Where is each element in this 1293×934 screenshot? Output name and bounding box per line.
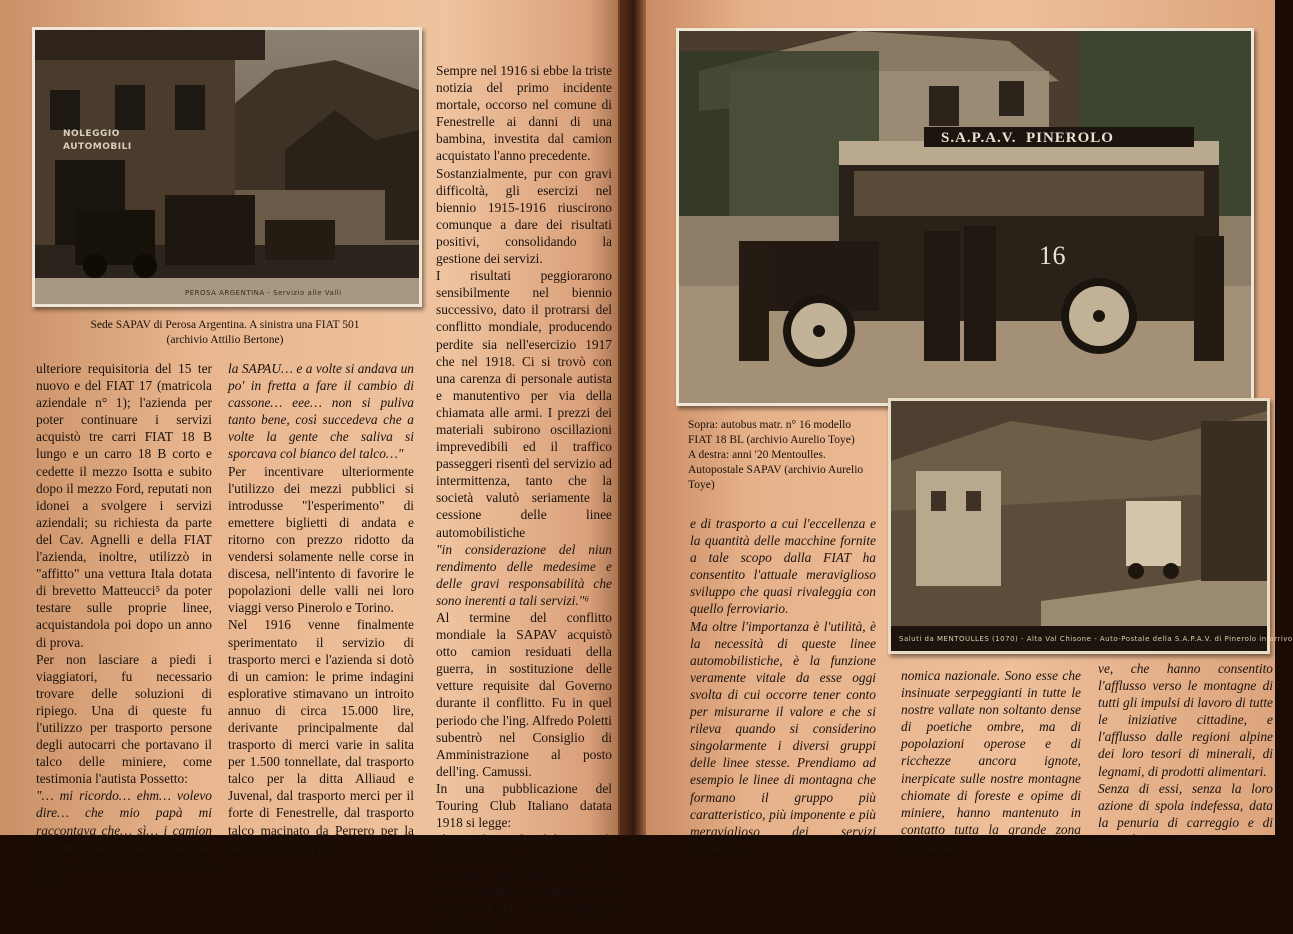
right-column-a: e di trasporto a cui l'eccellenza e la quantità delle macchine fornite a tale scopo dalla FIAT ha consentito l'attuale meraviglioso sviluppo che quasi rivaleggia con quello ferroviario. Ma oltre l'importanza è l'utilità, è la necessità di queste linee automobilistiche, è la funzione veramente vitale da esse oggi svolta di cui occorre tener conto per misurarne il valore e che si rileva quando si considerino singolarmente i diversi gruppi delle linee stesse. Prendiamo ad esempio le linee di montagna che formano il gruppo più caratteristico, più imponente e più meraviglioso dei servizi automobi- [690,516,876,856]
paragraph: In una pubblicazione del Touring Club Italiano datata 1918 si legge: [436,780,612,831]
quote-possetto: "… mi ricordo… ehm… volevo dire… che mio papà mi raccontava che… sì… i camion Ceirano con le gume piene che nella settimana portavano la Talco [36,788,212,889]
quote-touring-2: "le migliaia di chilometri di strade italiane, su cui si estende la rete automobilistica dei servizi pubblici compiuti con veicoli FIAT e il numero rilevante di [436,832,612,933]
paragraph: Per incentivare ulteriormente l'utilizzo dei mezzi pubblici si introdusse "l'esperimento" di emettere biglietti di andata e ritorno con prezzo ridotto da vendersi solamente nelle corse in discesa, nell'intento di favorire le popolazioni delle valli nei loro viaggi verso Pinerolo e Torino. [228,463,414,616]
paragraph: Al termine del conflitto mondiale la SAPAV acquistò otto camion residuati della guerra, in sostituzione delle vetture requisite dal Governo durante il conflitto. Fu in quel periodo che l'ing. Alfredo Poletti subentrò nel Consiglio di Amministrazione al posto dell'ing. Camussi. [436,610,612,779]
text-column-2 [228,360,414,855]
paragraph: Per non lasciare a piedi i viaggiatori, fu necessario trovare delle soluzioni di ripiego. Una di queste fu l'utilizzo per trasporto persone degli autocarri che portavano il talco delle miniere, come testimonia l'autista Possetto: [36,651,212,787]
right-page [618,0,1293,856]
bus-roof-sign: S.A.P.A.V. PINEROLO [941,130,1114,146]
paragraph: I risultati peggiorarono sensibilmente nel biennio successivo, dato il protrarsi del conflitto mondiale, producendo perdite sia nell'esercizio 1917 che nel 1918. Ci si trovò con una carenza di personale autista e manutentivo per via della chiamata alle armi. I prezzi dei materiali subirono oscillazioni imprevedibili ed il traffico passeggeri risentì del servizio ad intermittenza, tanto che la società valutò seriamente la cessione delle linee automobilistiche [436,268,612,540]
bus-photo [676,28,1254,406]
caption-above: Sopra: autobus matr. n° 16 modello FIAT 18 BL (archivio Aurelio Toye) [688,419,855,446]
paragraph: ulteriore requisitoria del 15 ter nuovo e del FIAT 17 (matricola aziendale n° 1); l'azienda per poter continuare i servizi acquistò tre carri FIAT 18 B lungo e un carro 18 B corto e cedette il mezzo Isotta e subito dopo il mezzo Ford, reputati non idonei a svolgere i servizi aziendali; su richiesta da parte del Cav. Agnelli e della FIAT l'azienda, inoltre, utilizzò in "affitto" una vettura Itala dotata di brevetto Matteucci⁵ da poter testare sulle proprie linee, acquistandola poi dopo un anno di prova. [36,361,212,650]
text-column-3 [436,62,612,933]
right-column-b: nomica nazionale. Sono esse che insinuate serpeggianti in tutte le nostre vallate non soltanto dense di poetiche ombre, ma di popolazioni operose e di ricchezze ancora ignote, inerpicate sulle nostre montagne chiomate di foreste e opime di miniere, hanno mantenuto in contatto tutta la grande zona montuosa [901,668,1081,854]
paragraph: Nel 1916 venne finalmente sperimentato il servizio di trasporto merci e l'azienda si dotò di un camion: le prime indagini esplorative stimavano un introito annuo di circa 15.000 lire, derivante principalmente dal trasporto di merci varie in salita per 1.500 tonnellate, dal trasporto talco per la ditta Alliaud e Juvenal, dal trasporto merci per il forte di Fenestrelle, dal trasporto talco macinato da Perrero per la ditta De Giorgis Fl [228,617,414,855]
quote-touring-1: "in considerazione del niun rendimento delle medesime e delle gravi responsabilità che sono inerenti a tali servizi."⁶ [436,541,612,608]
left-page [0,0,640,933]
caption-right: A destra: anni '20 Mentoulles. Autopostale SAPAV (archivio Aurelio Toye) [688,449,864,491]
perosa-photo-caption: Sede SAPAV di Perosa Argentina. A sinistra una FIAT 501 (archivio Attilio Bertone) [90,319,360,346]
mentoulles-photo-image [891,401,1267,651]
photo-strip-text: PEROSA ARGENTINA - Servizio alle Valli [185,289,342,297]
perosa-photo-image [35,30,419,304]
book-gutter [620,0,646,835]
bus-photo-caption [688,418,874,493]
postcard-strip-text: Saluti da MENTOULLES (1070) - Alta Val Chisone - Auto-Postale della S.A.P.A.V. di Pinerolo in arrivo [899,635,1293,643]
paragraph: Sempre nel 1916 si ebbe la triste notizia del primo incidente mortale, occorso nel comune di Fenestrelle ai danni di una bambina, investita dal camion acquistato l'anno precedente. [436,63,612,164]
paragraph: Sostanzialmente, pur con gravi difficoltà, gli esercizi nel biennio 1915-1916 riuscirono comunque a dare dei risultati positivi, consolidando la gestione dei servizi. [436,165,612,267]
mentoulles-postcard [888,398,1293,654]
bus-photo-image [679,31,1251,403]
bus-number: 16 [1039,241,1066,270]
shop-sign-text: NOLEGGIO AUTOMOBILI [63,129,132,152]
quote-continued: la SAPAU… e a volte si andava un po' in fretta a fare il cambio di cassone… eee… non si puliva tanto bene, così succedeva che a volte la gente che saliva si sporcava col bianco del talco…" [228,361,414,462]
text-column-1 [36,360,212,889]
right-column-c: ve, che hanno consentito l'afflusso verso le montagne di tutti gli impulsi di lavoro di tutte le iniziative cittadine, e l'afflusso dalle regioni alpine dei loro tesori di minerali, di legnami, di prodotti alimentari. Senza di essi, senza la loro azione di spola indefessa, data la penuria di carreggio e di animali [1098,661,1273,847]
perosa-argentina-photo [32,27,422,307]
